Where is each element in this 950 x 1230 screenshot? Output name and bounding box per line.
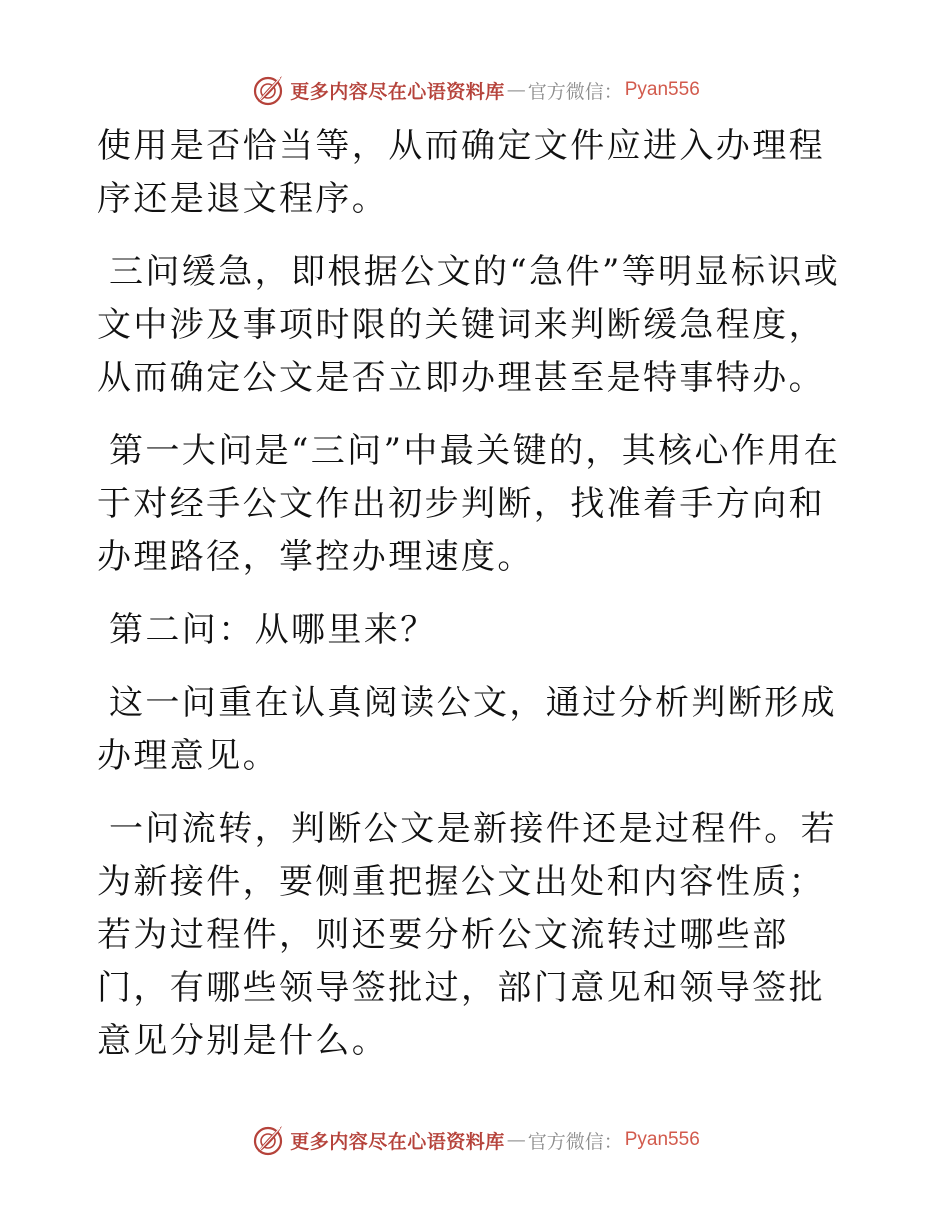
watermark-separator: — — [506, 1129, 526, 1151]
feather-quill-logo-icon — [250, 1122, 286, 1158]
watermark-main-text: 更多内容尽在心语资料库 — [290, 1130, 505, 1153]
paragraph-6: 一问流转，判断公文是新接件还是过程件。若为新接件，要侧重把握公文出处和内容性质；若为过程件，则还要分析公文流转过哪些部门，有哪些领导签批过，部门意见和领导签批意见分别是什么。 — [97, 809, 837, 1061]
watermark-main-text: 更多内容尽在心语资料库 — [290, 80, 505, 103]
paragraph-5: 这一问重在认真阅读公文，通过分析判断形成办理意见。 — [97, 683, 837, 776]
footer-watermark — [0, 1120, 950, 1160]
document-body — [97, 120, 857, 1088]
watermark-account: Pyan556 — [624, 1129, 700, 1150]
feather-quill-logo-icon — [250, 72, 286, 108]
watermark-account: Pyan556 — [624, 79, 700, 100]
paragraph-2: 三问缓急，即根据公文的“急件”等明显标识或文中涉及事项时限的关键词来判断缓急程度，从而确定公文是否立即办理甚至是特事特办。 — [97, 252, 841, 398]
header-watermark — [0, 70, 950, 110]
watermark-suffix: 官方微信： — [527, 80, 623, 103]
watermark-separator: — — [506, 79, 526, 101]
paragraph-3: 第一大问是“三问”中最关键的，其核心作用在于对经手公文作出初步判断，找准着手方向和办理路径，掌控办理速度。 — [97, 431, 841, 577]
paragraph-1: 使用是否恰当等，从而确定文件应进入办理程序还是退文程序。 — [97, 126, 825, 219]
paragraph-4: 第二问：从哪里来？ — [109, 610, 437, 650]
watermark-suffix: 官方微信： — [527, 1130, 623, 1153]
